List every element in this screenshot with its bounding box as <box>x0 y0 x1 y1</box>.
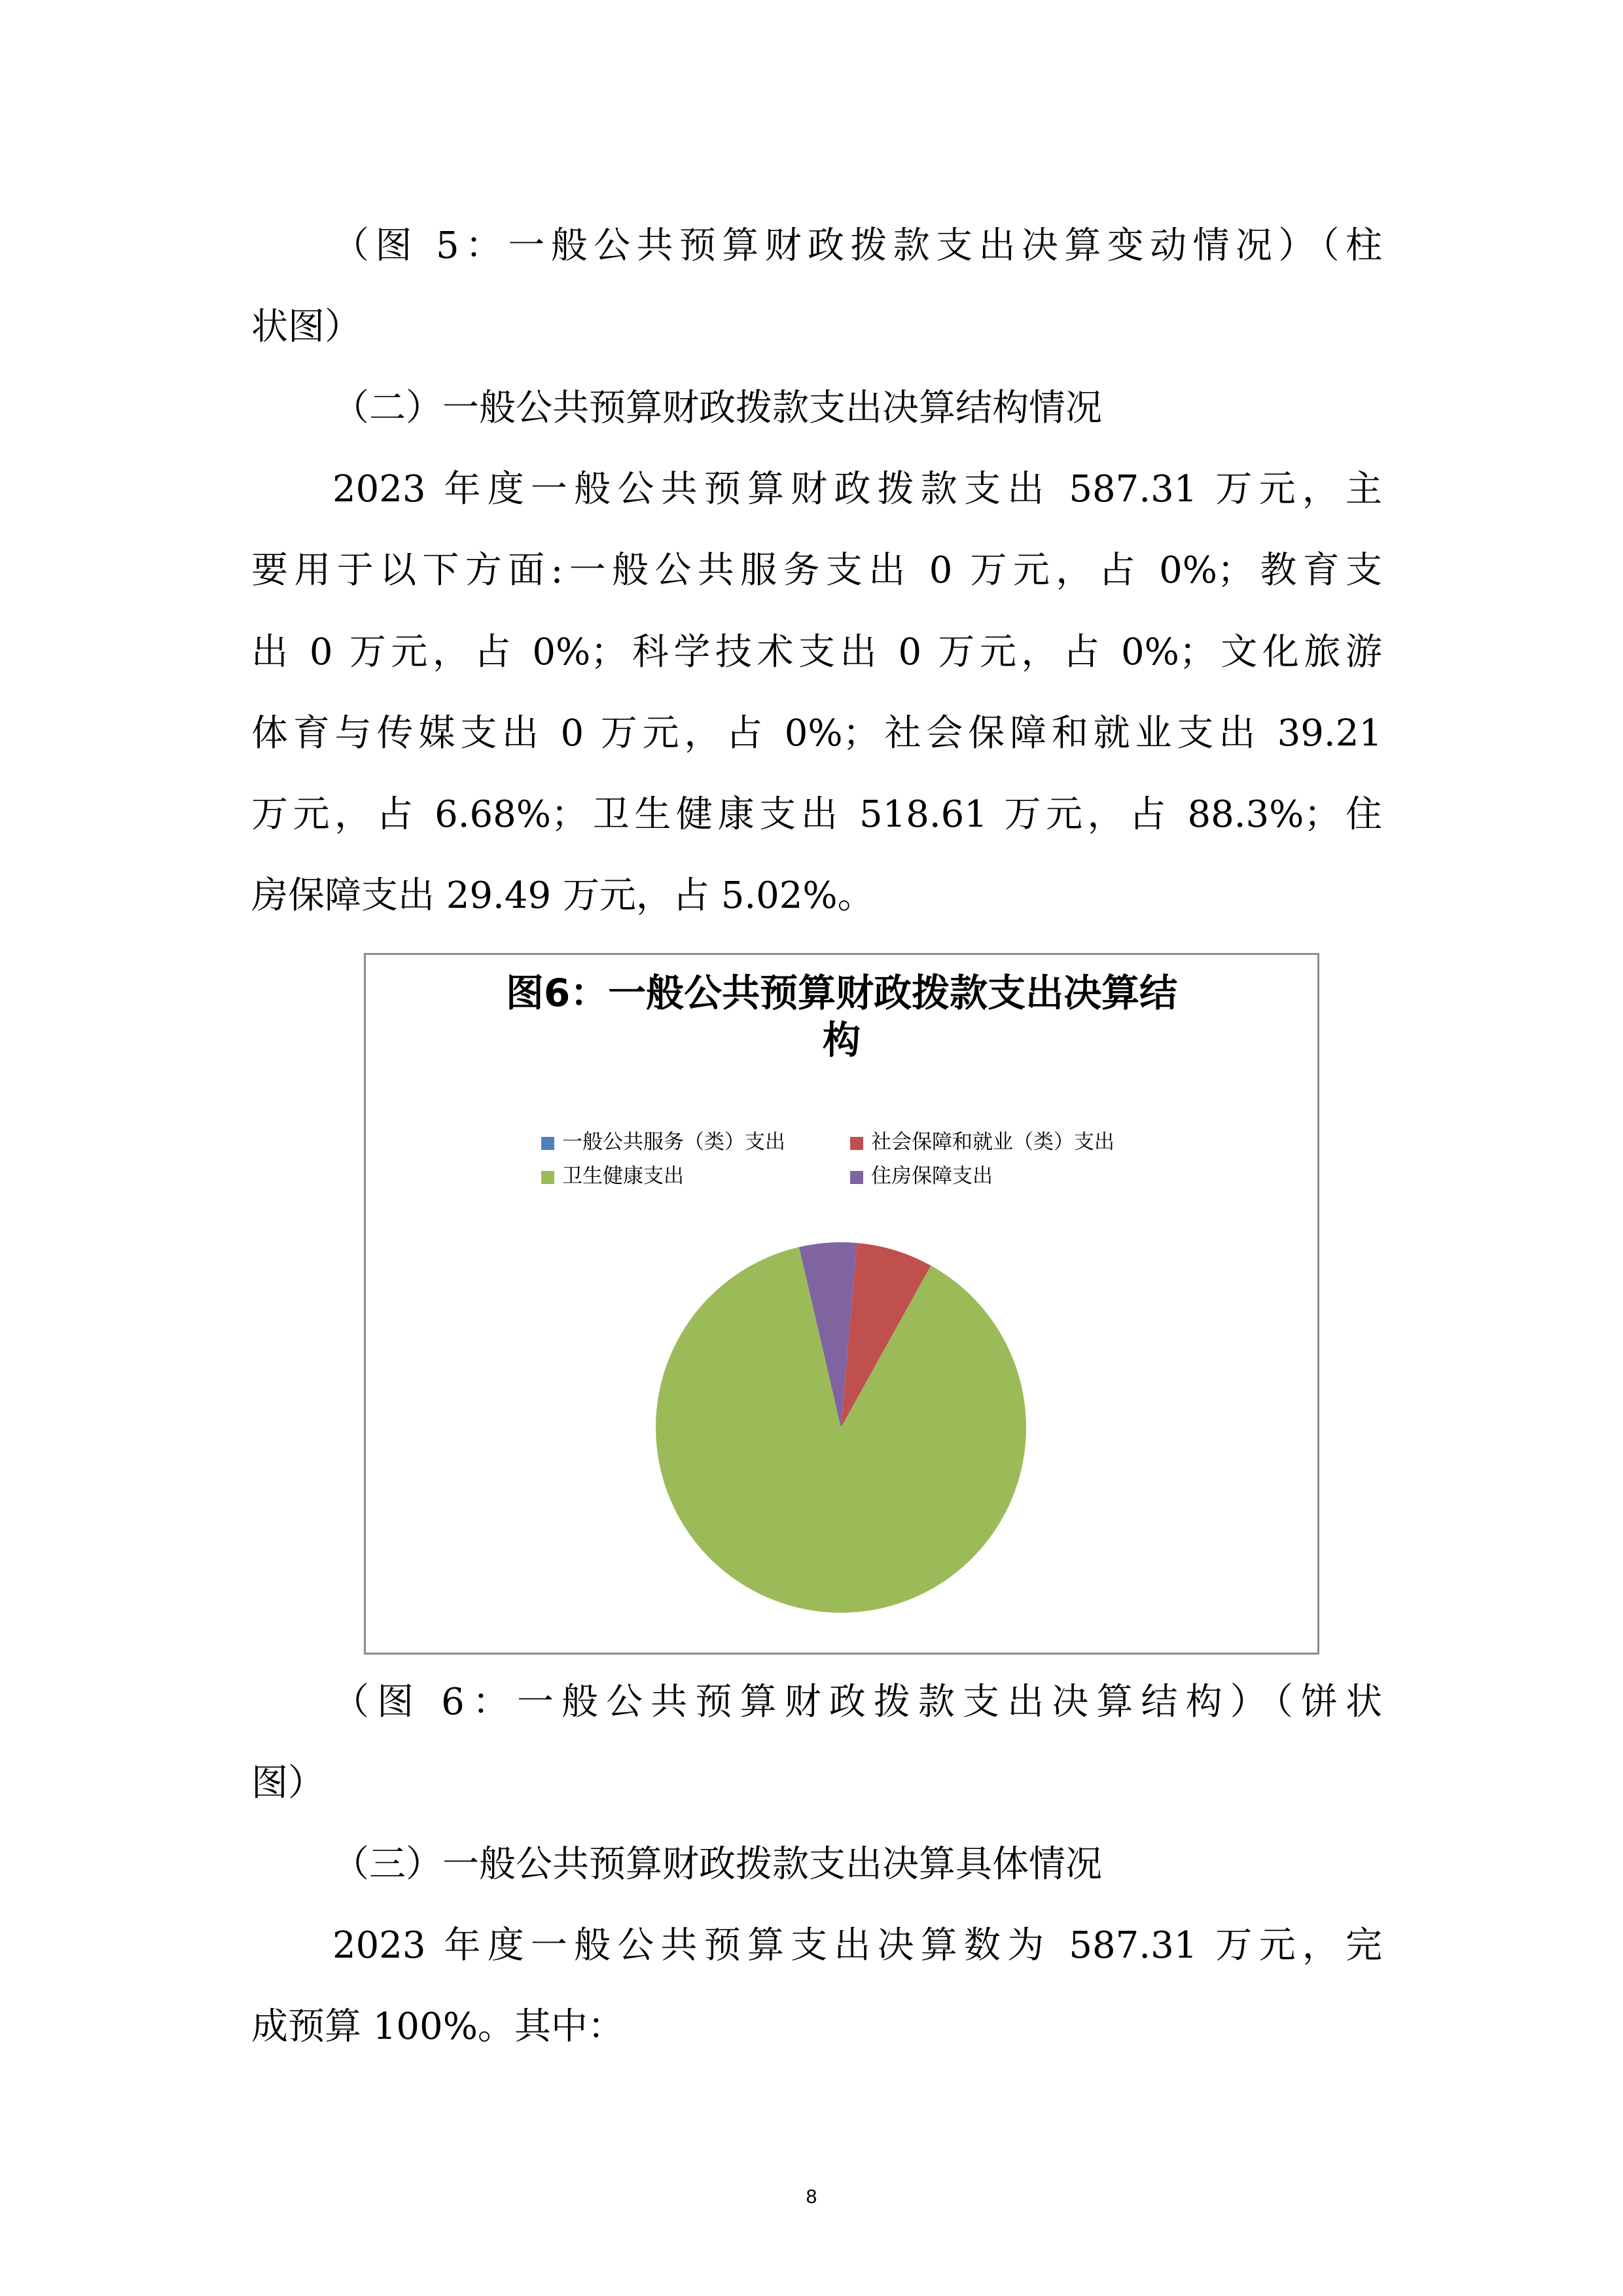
fig6-caption-line2: 图） <box>251 1762 325 1804</box>
section3-body-line: 2023 年度一般公共预算支出决算数为 587.31 万元，完 <box>332 1924 1382 1967</box>
legend-label: 卫生健康支出 <box>562 1164 684 1188</box>
legend-label: 社会保障和就业（类）支出 <box>871 1130 1115 1154</box>
chart-title-line2: 构 <box>822 1018 861 1062</box>
section2-body-line: 出 0 万元，占 0%；科学技术支出 0 万元，占 0%；文化旅游 <box>251 631 1382 673</box>
fig5-caption-line2: 状图） <box>251 306 361 348</box>
fig6-caption-line1: （图 6：一般公共预算财政拨款支出决算结构）（饼状 <box>332 1681 1382 1723</box>
pie-chart <box>364 953 1319 1655</box>
pie-plot <box>366 955 1317 1653</box>
legend-label: 住房保障支出 <box>871 1164 993 1188</box>
section2-heading: （二）一般公共预算财政拨款支出决算结构情况 <box>332 387 1102 429</box>
page-number: 8 <box>806 2186 817 2208</box>
fig5-caption-line1: （图 5：一般公共预算财政拨款支出决算变动情况）（柱 <box>332 224 1382 267</box>
section2-body-line: 房保障支出 29.49 万元，占 5.02%。 <box>251 874 874 917</box>
section3-heading: （三）一般公共预算财政拨款支出决算具体情况 <box>332 1843 1102 1886</box>
chart-title-line1: 图6：一般公共预算财政拨款支出决算结 <box>505 971 1178 1015</box>
legend-label: 一般公共服务（类）支出 <box>562 1130 785 1154</box>
section2-body-line: 体育与传媒支出 0 万元，占 0%；社会保障和就业支出 39.21 <box>251 712 1382 755</box>
section2-body-line: 万元，占 6.68%；卫生健康支出 518.61 万元，占 88.3%；住 <box>251 793 1382 836</box>
section3-body-line: 成预算 100%。其中： <box>251 2005 624 2048</box>
section2-body-line: 2023 年度一般公共预算财政拨款支出 587.31 万元，主 <box>332 468 1382 511</box>
section2-body-line: 要用于以下方面:一般公共服务支出 0 万元，占 0%；教育支 <box>251 549 1382 592</box>
